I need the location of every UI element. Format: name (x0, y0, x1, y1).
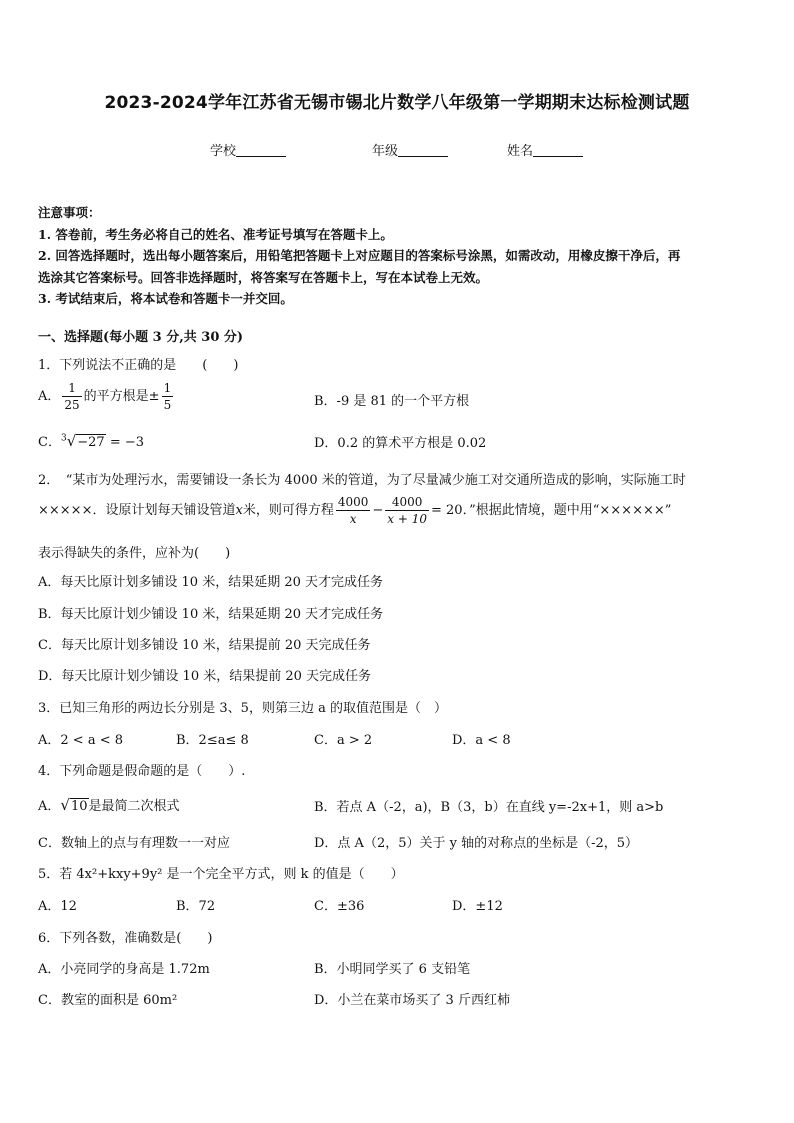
denominator: x (349, 512, 357, 526)
note-item-1 (38, 224, 758, 246)
question-5-option-b: B．72 (176, 899, 216, 914)
denominator: 25 (64, 398, 80, 412)
numerator: 4000 (337, 495, 369, 509)
question-1-option-d: D．0.2 的算术平方根是 0.02 (314, 436, 487, 451)
question-2-option-a: A．每天比原计划多铺设 10 米，结果延期 20 天才完成任务 (38, 575, 384, 590)
question-4-stem: 4．下列命题是假命题的是（ ）. (38, 764, 246, 779)
fraction (162, 380, 174, 413)
note-num: 1. (38, 226, 52, 242)
radicand: 10 (70, 799, 88, 814)
note-text: 回答选择题时，选出每小题答案后，用铅笔把答题卡上对应题目的答案标号涂黑，如需改动，用橡皮擦干净后，再 (51, 248, 681, 263)
note-num: 2. (38, 248, 52, 263)
option-label: A． (38, 799, 61, 814)
option-text: = −3 (105, 435, 145, 450)
school-label: 学校 (210, 144, 237, 159)
question-6-option-b: B．小明同学买了 6 支铅笔 (314, 962, 471, 977)
numerator: 1 (62, 380, 81, 397)
root-index: 3 (60, 433, 67, 444)
note-text: 考试结束后，将本试卷和答题卡一并交回。 (51, 291, 293, 306)
question-6-option-c: C．教室的面积是 60m² (38, 993, 178, 1008)
question-5-option-a: A．12 (38, 899, 77, 914)
grade-label: 年级 (372, 144, 399, 159)
question-6-option-a: A．小亮同学的身高是 1.72m (38, 962, 210, 977)
note-item-2-cont: 选涂其它答案标号。回答非选择题时，将答案写在答题卡上，写在本试卷上无效。 (38, 269, 489, 285)
question-4-option-d: D．点 A（2，5）关于 y 轴的对称点的坐标是（-2，5） (314, 836, 639, 851)
option-label: C． (38, 435, 61, 450)
question-5-stem: 5．若 4x²+kxy+9y² 是一个完全平方式，则 k 的值是（ ） (38, 867, 404, 882)
fraction (62, 380, 81, 413)
note-item-3 (38, 288, 758, 310)
radical-sign: √ (66, 432, 77, 450)
question-text: 米，则可得方程 (242, 503, 334, 518)
question-4-option-c: C．数轴上的点与有理数一一对应 (38, 836, 230, 851)
name-blank (533, 143, 583, 157)
question-4-option-b: B．若点 A（-2，a)，B（3，b）在直线 y=-2x+1，则 a>b (314, 800, 664, 815)
name-label: 姓名 (507, 144, 534, 159)
question-1-option-b: B．-9 是 81 的一个平方根 (314, 394, 470, 409)
question-5-option-c: C．±36 (314, 899, 365, 914)
question-2-option-d: D．每天比原计划少铺设 10 米，结果提前 20 天完成任务 (38, 669, 372, 684)
question-3-option-c: C．a > 2 (314, 733, 373, 748)
question-3-option-b: B．2≤a≤ 8 (176, 733, 249, 748)
section-title: 一、选择题(每小题 3 分,共 30 分) (38, 330, 244, 345)
question-2-option-b: B．每天比原计划少铺设 10 米，结果延期 20 天才完成任务 (38, 607, 384, 622)
radicand: −27 (77, 435, 105, 450)
question-3-option-d: D．a < 8 (452, 733, 511, 748)
option-text: 的平方根是± (83, 389, 160, 404)
question-2-line-3: 表示得缺失的条件，应补为( ) (38, 546, 231, 561)
radical-sign: √ (60, 796, 70, 814)
operator: = 20 (431, 503, 463, 518)
question-3-stem: 3．已知三角形的两边长分别是 3、5，则第三边 a 的取值范围是（ ） (38, 701, 447, 716)
question-6-stem: 6．下列各数，准确数是( ) (38, 931, 213, 946)
option-label: A． (38, 389, 61, 404)
numerator: 4000 (385, 494, 429, 511)
note-text: 答卷前，考生务必将自己的姓名、准考证号填写在答题卡上。 (51, 226, 393, 242)
fraction (336, 494, 371, 527)
name-field (507, 140, 583, 159)
question-5-option-d: D．±12 (452, 899, 503, 914)
question-text: ．”根据此情境，题中用“××××××” (462, 503, 672, 518)
question-1-option-c (38, 431, 144, 450)
question-6-option-d: D．小兰在菜市场买了 3 斤西红柿 (314, 993, 510, 1008)
note-num: 3. (38, 291, 52, 306)
question-text: ×××××．设原计划每天铺设管道 (38, 503, 236, 518)
question-3-option-a: A．2 < a < 8 (38, 733, 123, 748)
notes-block (38, 202, 758, 310)
question-2-line-1: 2． “某市为处理污水，需要铺设一条长为 4000 米的管道，为了尽量减少施工对交通所造成的影响，实际施工时 (38, 473, 686, 488)
grade-blank (398, 143, 448, 157)
question-2-option-c: C．每天比原计划多铺设 10 米，结果提前 20 天完成任务 (38, 638, 371, 653)
note-item-2 (38, 245, 758, 267)
numerator: 1 (163, 381, 172, 395)
denominator: 5 (163, 398, 172, 412)
fraction (385, 494, 429, 527)
option-text: 是最简二次根式 (88, 799, 180, 814)
question-1-stem: 1．下列说法不正确的是 ( ) (38, 358, 239, 373)
school-field (210, 140, 286, 159)
question-4-option-a (38, 795, 180, 814)
page-title: 2023-2024学年江苏省无锡市锡北片数学八年级第一学期期末达标检测试题 (104, 93, 690, 113)
variable: x (235, 503, 243, 518)
question-1-option-a (38, 380, 175, 413)
denominator: x + 10 (387, 512, 428, 526)
operator: − (372, 503, 384, 518)
question-2-line-2 (38, 494, 671, 527)
school-blank (236, 143, 286, 157)
grade-field (372, 140, 448, 159)
notes-heading: 注意事项： (38, 205, 101, 220)
